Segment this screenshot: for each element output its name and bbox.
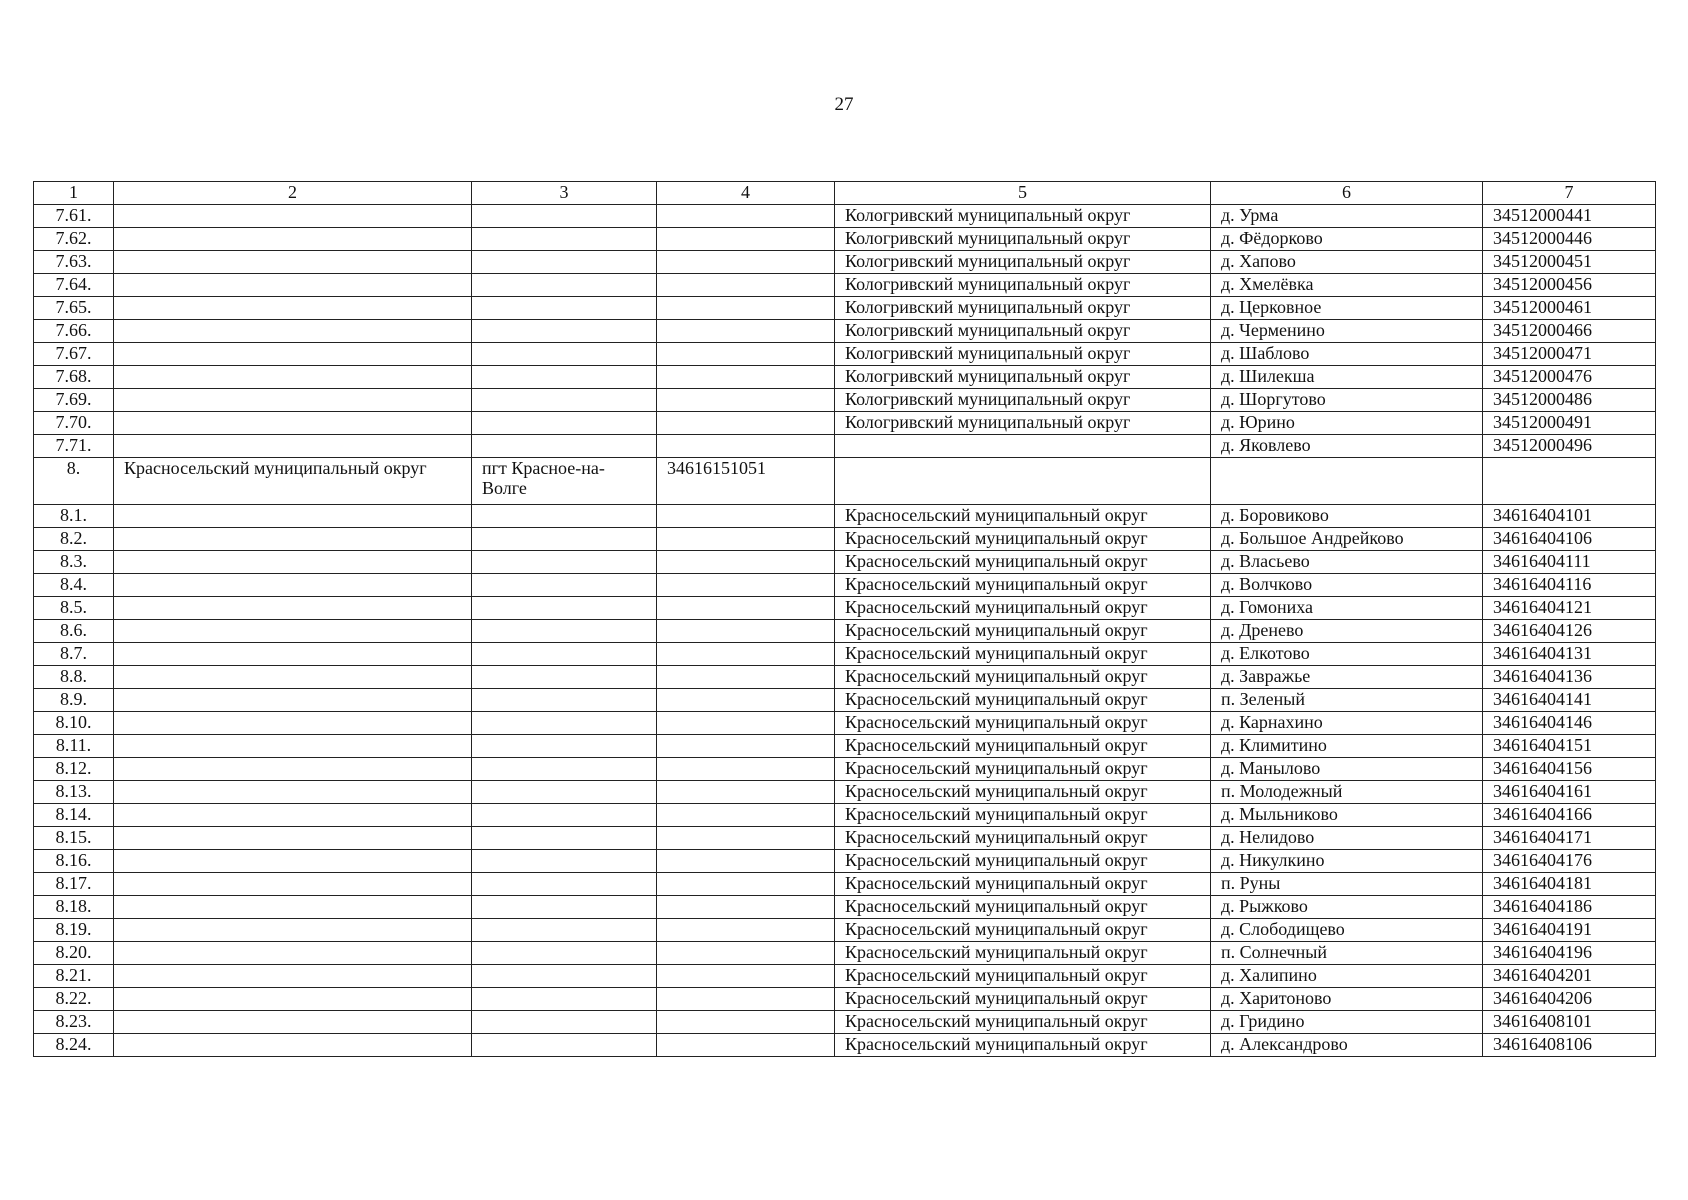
center-settlement-cell <box>472 597 657 620</box>
row-number-cell: 7.64. <box>34 274 114 297</box>
district-cell <box>114 988 472 1011</box>
settlement-code-cell: 34616404101 <box>1483 505 1656 528</box>
municipal-district-cell: Красносельский муниципальный округ <box>835 781 1211 804</box>
settlement-code-cell: 34616404156 <box>1483 758 1656 781</box>
settlement-code-cell: 34512000471 <box>1483 343 1656 366</box>
settlement-code-cell: 34616404166 <box>1483 804 1656 827</box>
row-number-cell: 8.1. <box>34 505 114 528</box>
settlement-cell <box>1211 458 1483 505</box>
center-code-cell <box>657 689 835 712</box>
row-number-cell: 8.22. <box>34 988 114 1011</box>
municipal-district-cell: Красносельский муниципальный округ <box>835 804 1211 827</box>
settlement-cell: д. Александрово <box>1211 1034 1483 1057</box>
center-settlement-cell <box>472 988 657 1011</box>
settlement-cell: п. Руны <box>1211 873 1483 896</box>
center-code-cell <box>657 827 835 850</box>
settlement-cell: п. Солнечный <box>1211 942 1483 965</box>
column-header-5: 5 <box>835 182 1211 205</box>
center-code-cell <box>657 251 835 274</box>
settlement-code-cell: 34616404136 <box>1483 666 1656 689</box>
municipal-district-cell: Красносельский муниципальный округ <box>835 551 1211 574</box>
row-number-cell: 8.16. <box>34 850 114 873</box>
settlement-code-cell: 34512000491 <box>1483 412 1656 435</box>
municipal-district-cell: Кологривский муниципальный округ <box>835 320 1211 343</box>
table-row <box>34 366 1656 389</box>
center-code-cell <box>657 620 835 643</box>
column-header-6: 6 <box>1211 182 1483 205</box>
row-number-cell: 8.5. <box>34 597 114 620</box>
row-number-cell: 8. <box>34 458 114 505</box>
table-row <box>34 389 1656 412</box>
municipal-district-cell: Красносельский муниципальный округ <box>835 965 1211 988</box>
district-cell <box>114 251 472 274</box>
table-row <box>34 758 1656 781</box>
table-row <box>34 597 1656 620</box>
center-code-cell <box>657 435 835 458</box>
settlement-code-cell: 34512000456 <box>1483 274 1656 297</box>
municipal-district-cell: Красносельский муниципальный округ <box>835 620 1211 643</box>
settlement-code-cell: 34512000446 <box>1483 228 1656 251</box>
row-number-cell: 8.18. <box>34 896 114 919</box>
center-code-cell <box>657 712 835 735</box>
district-cell <box>114 1011 472 1034</box>
settlement-cell: д. Никулкино <box>1211 850 1483 873</box>
settlement-code-cell: 34616404146 <box>1483 712 1656 735</box>
center-code-cell <box>657 896 835 919</box>
table-row <box>34 297 1656 320</box>
settlement-code-cell: 34616404126 <box>1483 620 1656 643</box>
page-number: 27 <box>834 94 854 115</box>
municipal-district-cell: Красносельский муниципальный округ <box>835 758 1211 781</box>
settlement-code-cell <box>1483 458 1656 505</box>
row-number-cell: 7.65. <box>34 297 114 320</box>
settlement-code-cell: 34616404151 <box>1483 735 1656 758</box>
row-number-cell: 7.71. <box>34 435 114 458</box>
district-cell <box>114 896 472 919</box>
settlement-code-cell: 34616404196 <box>1483 942 1656 965</box>
row-number-cell: 8.11. <box>34 735 114 758</box>
settlement-cell: д. Карнахино <box>1211 712 1483 735</box>
center-settlement-cell <box>472 551 657 574</box>
table-row <box>34 551 1656 574</box>
district-cell <box>114 666 472 689</box>
settlement-cell: д. Власьево <box>1211 551 1483 574</box>
district-cell <box>114 597 472 620</box>
district-cell <box>114 435 472 458</box>
settlement-cell: д. Шаблово <box>1211 343 1483 366</box>
table-row <box>34 666 1656 689</box>
municipal-district-cell: Кологривский муниципальный округ <box>835 205 1211 228</box>
table-row <box>34 574 1656 597</box>
row-number-cell: 8.3. <box>34 551 114 574</box>
column-header-1: 1 <box>34 182 114 205</box>
district-cell <box>114 574 472 597</box>
municipal-district-cell: Красносельский муниципальный округ <box>835 827 1211 850</box>
district-cell <box>114 528 472 551</box>
center-code-cell <box>657 389 835 412</box>
district-cell <box>114 505 472 528</box>
center-code-cell <box>657 804 835 827</box>
row-number-cell: 8.2. <box>34 528 114 551</box>
table-row <box>34 620 1656 643</box>
district-cell <box>114 873 472 896</box>
center-settlement-cell <box>472 274 657 297</box>
settlement-code-cell: 34616404131 <box>1483 643 1656 666</box>
center-code-cell <box>657 574 835 597</box>
settlement-cell: д. Дренево <box>1211 620 1483 643</box>
center-settlement-cell <box>472 251 657 274</box>
center-settlement-cell <box>472 505 657 528</box>
municipal-district-cell: Кологривский муниципальный округ <box>835 251 1211 274</box>
registry-table <box>33 181 1656 1057</box>
settlement-cell: д. Шоргутово <box>1211 389 1483 412</box>
center-code-cell <box>657 528 835 551</box>
district-cell <box>114 735 472 758</box>
settlement-cell: д. Харитоново <box>1211 988 1483 1011</box>
municipal-district-cell: Красносельский муниципальный округ <box>835 505 1211 528</box>
center-code-cell <box>657 942 835 965</box>
center-settlement-cell <box>472 366 657 389</box>
table-row <box>34 643 1656 666</box>
settlement-cell: д. Яковлево <box>1211 435 1483 458</box>
center-settlement-cell <box>472 320 657 343</box>
center-settlement-cell <box>472 735 657 758</box>
center-code-cell <box>657 758 835 781</box>
column-header-7: 7 <box>1483 182 1656 205</box>
municipal-district-cell: Красносельский муниципальный округ <box>835 574 1211 597</box>
district-cell: Красносельский муниципальный округ <box>114 458 472 505</box>
municipal-district-cell: Красносельский муниципальный округ <box>835 597 1211 620</box>
settlement-cell: д. Черменино <box>1211 320 1483 343</box>
settlement-code-cell: 34616404176 <box>1483 850 1656 873</box>
center-code-cell <box>657 1034 835 1057</box>
settlement-code-cell: 34616404111 <box>1483 551 1656 574</box>
district-cell <box>114 620 472 643</box>
center-settlement-cell <box>472 942 657 965</box>
settlement-cell: д. Нелидово <box>1211 827 1483 850</box>
district-cell <box>114 412 472 435</box>
table-row <box>34 942 1656 965</box>
settlement-cell: д. Гридино <box>1211 1011 1483 1034</box>
row-number-cell: 7.62. <box>34 228 114 251</box>
municipal-district-cell: Красносельский муниципальный округ <box>835 735 1211 758</box>
table-row <box>34 735 1656 758</box>
center-settlement-cell <box>472 343 657 366</box>
municipal-district-cell: Кологривский муниципальный округ <box>835 412 1211 435</box>
district-cell <box>114 804 472 827</box>
center-settlement-cell <box>472 689 657 712</box>
district-cell <box>114 274 472 297</box>
municipal-district-cell: Красносельский муниципальный округ <box>835 919 1211 942</box>
district-cell <box>114 228 472 251</box>
settlement-code-cell: 34616404141 <box>1483 689 1656 712</box>
row-number-cell: 7.61. <box>34 205 114 228</box>
settlement-cell: д. Хапово <box>1211 251 1483 274</box>
column-header-2: 2 <box>114 182 472 205</box>
settlement-cell: д. Волчково <box>1211 574 1483 597</box>
table-row <box>34 827 1656 850</box>
row-number-cell: 8.21. <box>34 965 114 988</box>
district-cell <box>114 205 472 228</box>
settlement-code-cell: 34616404181 <box>1483 873 1656 896</box>
settlement-cell: д. Елкотово <box>1211 643 1483 666</box>
center-settlement-cell <box>472 896 657 919</box>
center-settlement-cell <box>472 1034 657 1057</box>
settlement-cell: д. Боровиково <box>1211 505 1483 528</box>
center-settlement-cell <box>472 574 657 597</box>
settlement-cell: д. Большое Андрейково <box>1211 528 1483 551</box>
center-code-cell <box>657 850 835 873</box>
settlement-cell: д. Манылово <box>1211 758 1483 781</box>
row-number-cell: 8.17. <box>34 873 114 896</box>
district-cell <box>114 689 472 712</box>
settlement-cell: д. Юрино <box>1211 412 1483 435</box>
center-settlement-cell <box>472 1011 657 1034</box>
settlement-cell: д. Шилекша <box>1211 366 1483 389</box>
center-settlement-cell <box>472 528 657 551</box>
table-row <box>34 1034 1656 1057</box>
table-row <box>34 689 1656 712</box>
center-settlement-cell <box>472 412 657 435</box>
center-code-cell <box>657 643 835 666</box>
table-row <box>34 274 1656 297</box>
settlement-code-cell: 34512000486 <box>1483 389 1656 412</box>
center-code-cell <box>657 228 835 251</box>
municipal-district-cell: Красносельский муниципальный округ <box>835 988 1211 1011</box>
center-code-cell <box>657 320 835 343</box>
table-row <box>34 804 1656 827</box>
table-row <box>34 781 1656 804</box>
settlement-cell: д. Хмелёвка <box>1211 274 1483 297</box>
center-code-cell <box>657 274 835 297</box>
center-settlement-cell <box>472 850 657 873</box>
settlement-code-cell: 34512000451 <box>1483 251 1656 274</box>
table-row <box>34 873 1656 896</box>
row-number-cell: 8.13. <box>34 781 114 804</box>
settlement-code-cell: 34616408106 <box>1483 1034 1656 1057</box>
center-code-cell: 34616151051 <box>657 458 835 505</box>
center-code-cell <box>657 366 835 389</box>
district-cell <box>114 366 472 389</box>
municipal-district-cell: Красносельский муниципальный округ <box>835 896 1211 919</box>
table-row <box>34 712 1656 735</box>
center-code-cell <box>657 666 835 689</box>
settlement-cell: д. Урма <box>1211 205 1483 228</box>
settlement-cell: п. Молодежный <box>1211 781 1483 804</box>
municipal-district-cell: Красносельский муниципальный округ <box>835 1034 1211 1057</box>
settlement-code-cell: 34512000441 <box>1483 205 1656 228</box>
center-settlement-cell <box>472 919 657 942</box>
center-code-cell <box>657 965 835 988</box>
district-cell <box>114 643 472 666</box>
row-number-cell: 8.23. <box>34 1011 114 1034</box>
center-code-cell <box>657 551 835 574</box>
center-code-cell <box>657 297 835 320</box>
district-cell <box>114 827 472 850</box>
center-settlement-cell <box>472 781 657 804</box>
municipal-district-cell: Красносельский муниципальный округ <box>835 850 1211 873</box>
municipal-district-cell: Красносельский муниципальный округ <box>835 643 1211 666</box>
table-row <box>34 228 1656 251</box>
municipal-district-cell <box>835 458 1211 505</box>
settlement-cell: д. Халипино <box>1211 965 1483 988</box>
row-number-cell: 8.14. <box>34 804 114 827</box>
table-row <box>34 251 1656 274</box>
settlement-code-cell: 34616408101 <box>1483 1011 1656 1034</box>
center-settlement-cell <box>472 297 657 320</box>
settlement-code-cell: 34616404186 <box>1483 896 1656 919</box>
municipal-district-cell: Кологривский муниципальный округ <box>835 228 1211 251</box>
center-settlement-cell <box>472 712 657 735</box>
settlement-code-cell: 34616404161 <box>1483 781 1656 804</box>
center-settlement-cell <box>472 758 657 781</box>
center-settlement-cell <box>472 873 657 896</box>
center-settlement-cell <box>472 620 657 643</box>
municipal-district-cell: Кологривский муниципальный округ <box>835 343 1211 366</box>
settlement-cell: д. Церковное <box>1211 297 1483 320</box>
district-cell <box>114 551 472 574</box>
table-row <box>34 1011 1656 1034</box>
row-number-cell: 8.6. <box>34 620 114 643</box>
row-number-cell: 7.70. <box>34 412 114 435</box>
row-number-cell: 8.10. <box>34 712 114 735</box>
district-cell <box>114 919 472 942</box>
center-settlement-cell <box>472 228 657 251</box>
row-number-cell: 8.12. <box>34 758 114 781</box>
settlement-cell: д. Завражье <box>1211 666 1483 689</box>
row-number-cell: 8.4. <box>34 574 114 597</box>
center-settlement-cell <box>472 965 657 988</box>
center-code-cell <box>657 919 835 942</box>
settlement-code-cell: 34616404116 <box>1483 574 1656 597</box>
center-settlement-cell <box>472 827 657 850</box>
center-settlement-cell <box>472 435 657 458</box>
column-number-row <box>34 182 1656 205</box>
center-code-cell <box>657 781 835 804</box>
table-row <box>34 435 1656 458</box>
municipal-district-cell: Красносельский муниципальный округ <box>835 942 1211 965</box>
settlement-cell: д. Фёдорково <box>1211 228 1483 251</box>
table-body <box>34 205 1656 1057</box>
table-row <box>34 412 1656 435</box>
center-code-cell <box>657 412 835 435</box>
municipal-district-cell: Кологривский муниципальный округ <box>835 389 1211 412</box>
district-cell <box>114 965 472 988</box>
table-row <box>34 205 1656 228</box>
table-row <box>34 919 1656 942</box>
settlement-cell: д. Слободищево <box>1211 919 1483 942</box>
center-settlement-cell <box>472 389 657 412</box>
settlement-code-cell: 34616404171 <box>1483 827 1656 850</box>
row-number-cell: 8.7. <box>34 643 114 666</box>
table-row <box>34 343 1656 366</box>
settlement-cell: д. Гомониха <box>1211 597 1483 620</box>
row-number-cell: 7.68. <box>34 366 114 389</box>
center-code-cell <box>657 1011 835 1034</box>
settlement-code-cell: 34512000461 <box>1483 297 1656 320</box>
row-number-cell: 7.63. <box>34 251 114 274</box>
row-number-cell: 7.67. <box>34 343 114 366</box>
district-cell <box>114 297 472 320</box>
table-row <box>34 896 1656 919</box>
municipal-district-cell: Красносельский муниципальный округ <box>835 873 1211 896</box>
table-row <box>34 458 1656 505</box>
row-number-cell: 8.15. <box>34 827 114 850</box>
center-settlement-cell <box>472 205 657 228</box>
district-cell <box>114 850 472 873</box>
district-cell <box>114 343 472 366</box>
table-row <box>34 965 1656 988</box>
center-settlement-cell: пгт Красное-на-Волге <box>472 458 657 505</box>
table-row <box>34 320 1656 343</box>
settlement-code-cell: 34616404191 <box>1483 919 1656 942</box>
municipal-district-cell: Кологривский муниципальный округ <box>835 274 1211 297</box>
district-cell <box>114 942 472 965</box>
center-code-cell <box>657 873 835 896</box>
settlement-code-cell: 34512000496 <box>1483 435 1656 458</box>
settlement-cell: д. Рыжково <box>1211 896 1483 919</box>
row-number-cell: 7.69. <box>34 389 114 412</box>
row-number-cell: 8.9. <box>34 689 114 712</box>
district-cell <box>114 1034 472 1057</box>
row-number-cell: 7.66. <box>34 320 114 343</box>
settlement-code-cell: 34616404106 <box>1483 528 1656 551</box>
center-code-cell <box>657 505 835 528</box>
table-row <box>34 988 1656 1011</box>
municipal-district-cell: Красносельский муниципальный округ <box>835 689 1211 712</box>
row-number-cell: 8.24. <box>34 1034 114 1057</box>
row-number-cell: 8.19. <box>34 919 114 942</box>
district-cell <box>114 320 472 343</box>
municipal-district-cell: Красносельский муниципальный округ <box>835 712 1211 735</box>
row-number-cell: 8.8. <box>34 666 114 689</box>
municipal-district-cell: Кологривский муниципальный округ <box>835 297 1211 320</box>
settlement-code-cell: 34616404206 <box>1483 988 1656 1011</box>
table-row <box>34 850 1656 873</box>
table-row <box>34 528 1656 551</box>
settlement-code-cell: 34616404121 <box>1483 597 1656 620</box>
settlement-cell: д. Мыльниково <box>1211 804 1483 827</box>
center-settlement-cell <box>472 666 657 689</box>
center-settlement-cell <box>472 804 657 827</box>
settlement-code-cell: 34616404201 <box>1483 965 1656 988</box>
center-settlement-cell <box>472 643 657 666</box>
district-cell <box>114 389 472 412</box>
table-row <box>34 505 1656 528</box>
municipal-district-cell: Красносельский муниципальный округ <box>835 1011 1211 1034</box>
settlement-code-cell: 34512000466 <box>1483 320 1656 343</box>
center-code-cell <box>657 735 835 758</box>
municipal-district-cell: Красносельский муниципальный округ <box>835 666 1211 689</box>
district-cell <box>114 781 472 804</box>
row-number-cell: 8.20. <box>34 942 114 965</box>
district-cell <box>114 712 472 735</box>
center-code-cell <box>657 343 835 366</box>
municipal-district-cell <box>835 435 1211 458</box>
settlement-cell: д. Климитино <box>1211 735 1483 758</box>
settlement-code-cell: 34512000476 <box>1483 366 1656 389</box>
center-code-cell <box>657 597 835 620</box>
settlement-cell: п. Зеленый <box>1211 689 1483 712</box>
center-code-cell <box>657 205 835 228</box>
column-header-4: 4 <box>657 182 835 205</box>
district-cell <box>114 758 472 781</box>
municipal-district-cell: Кологривский муниципальный округ <box>835 366 1211 389</box>
column-header-3: 3 <box>472 182 657 205</box>
municipal-district-cell: Красносельский муниципальный округ <box>835 528 1211 551</box>
center-code-cell <box>657 988 835 1011</box>
